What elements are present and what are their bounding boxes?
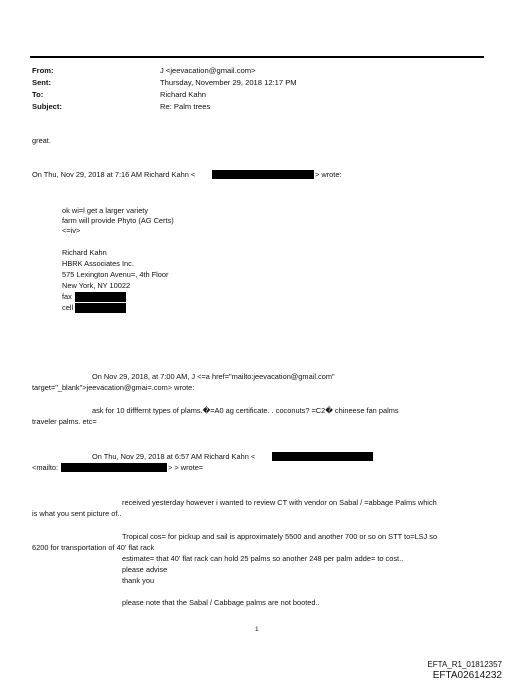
signature-cell-label: cell [62, 303, 74, 312]
quote1-intro-a: On Thu, Nov 29, 2018 at 7:16 AM Richard Kahn < [32, 170, 196, 179]
signature-address1: 575 Lexington Avenu=, 4th Floor [62, 270, 169, 279]
message3-line7: thank you [122, 576, 155, 585]
redaction-bar [61, 463, 167, 472]
message3-line4: 6200 for transportation of 40' flat rack [32, 543, 155, 552]
header-rule [30, 56, 484, 58]
page-number: 1 [255, 626, 259, 633]
quote3-wrote: > > wrote= [168, 463, 204, 472]
message3-line3: Tropical cos= for pickup and sail is approximately 5500 and another 700 or so on STT to=LSJ so [122, 532, 438, 541]
subject-value: Re: Palm trees [160, 102, 211, 111]
to-value: Richard Kahn [160, 90, 207, 99]
message3-line8: please note that the Sabal / Cabbage palms are not booted.. [122, 598, 320, 607]
message1-line2: farm will provide Phyto (AG Certs) [62, 216, 174, 225]
footer-id-1: EFTA_R1_01812357 [427, 660, 502, 669]
redaction-bar [272, 452, 373, 461]
message1-line3: <=iv> [62, 226, 81, 235]
redaction-bar [75, 303, 126, 313]
message3-line5: estimate= that 40' flat rack can hold 25 palms so another 248 per palm adde= to cost.. [122, 554, 404, 563]
message3-line2: is what you sent picture of.. [32, 509, 122, 518]
signature-fax-label: fax [62, 292, 72, 301]
quote3-mailto: <mailto: [32, 463, 59, 472]
quote1-intro-b: > wrote: [315, 170, 342, 179]
from-label: From: [32, 66, 54, 75]
message3-line1: received yesterday however i wanted to review CT with vendor on Sabal / =abbage Palms which [122, 498, 437, 507]
redaction-bar [212, 170, 314, 179]
message1-line1: ok wi=l get a larger variety [62, 206, 149, 215]
message2-line1: ask for 10 difffernt types of plams.�=A0 ag certificate. . coconuts? =C2� chineese fan palms [92, 406, 399, 415]
footer-id-2: EFTA02614232 [432, 670, 502, 681]
to-label: To: [32, 90, 44, 99]
from-value: J <jeevacation@gmail.com> [160, 66, 256, 75]
sent-value: Thursday, November 29, 2018 12:17 PM [160, 78, 297, 87]
quote2-line2: target="_blank">jeevacation@gmai=.com> wrote: [32, 383, 195, 392]
signature-name: Richard Kahn [62, 248, 107, 257]
sent-label: Sent: [32, 78, 51, 87]
quote3-line1: On Thu, Nov 29, 2018 at 6:57 AM Richard Kahn < [92, 452, 256, 461]
message2-line2: traveler palms. etc= [32, 417, 97, 426]
message3-line6: please advise [122, 565, 168, 574]
quote2-line1: On Nov 29, 2018, at 7:00 AM, J <=a href="mailto:jeevacation@gmail.com" [92, 372, 335, 381]
greeting-text: great. [32, 136, 51, 145]
subject-label: Subject: [32, 102, 62, 111]
signature-company: HBRK Associates Inc. [62, 259, 134, 268]
redaction-bar [75, 292, 126, 302]
signature-address2: New York, NY 10022 [62, 281, 131, 290]
